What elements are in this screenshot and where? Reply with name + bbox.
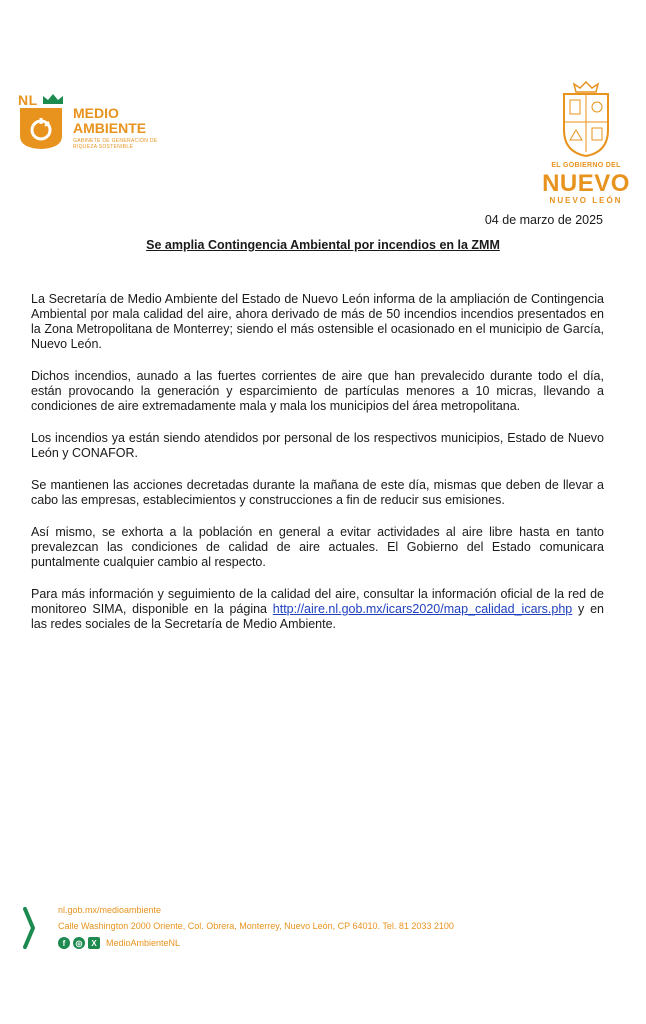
facebook-icon[interactable]: f <box>58 937 70 949</box>
footer <box>22 903 582 963</box>
instagram-icon[interactable]: ◎ <box>73 937 85 949</box>
paragraph: Dichos incendios, aunado a las fuertes corrientes de aire que han prevalecido durante todo el día, están provocando la generación y esparcimiento de partículas menores a 10 micras, llevando a condiciones de aire extremadamente mala y mala los municipios del área metropolitana. <box>31 369 604 413</box>
medio-ambiente-logo <box>18 92 168 162</box>
bracket-icon <box>22 907 36 949</box>
document-title: Se amplia Contingencia Ambiental por incendios en la ZMM <box>146 238 500 252</box>
gobierno-line2: NUEVO <box>542 170 630 197</box>
social-handle: MedioAmbienteNL <box>106 938 181 948</box>
paragraph: Se mantienen las acciones decretadas durante la mañana de este día, mismas que deben de llevar a cabo las empresas, establecimientos y construcciones a fin de reducir sus emisiones. <box>31 478 604 507</box>
paragraph: Los incendios ya están siendo atendidos por personal de los respectivos municipios, Estado de Nuevo León y CONAFOR. <box>31 431 604 460</box>
footer-social <box>58 936 180 950</box>
footer-url[interactable]: nl.gob.mx/medioambiente <box>58 905 162 915</box>
document-date: 04 de marzo de 2025 <box>484 213 603 227</box>
shield-icon <box>18 106 64 150</box>
gobierno-nuevo-leon-logo <box>534 80 638 206</box>
paragraph-text: Para más información y seguimiento de la calidad del aire, consultar la información oficial de la red de monitoreo SIMA, disponible en la página <box>31 587 604 616</box>
document-body <box>31 292 604 649</box>
x-icon[interactable]: X <box>88 937 100 949</box>
nl-tag: NL <box>18 92 38 108</box>
logo-subtitle: GABINETE DE GENERACIÓN DE RIQUEZA SOSTENIBLE <box>73 138 158 150</box>
sima-link[interactable]: http://aire.nl.gob.mx/icars2020/map_calidad_icars.php <box>272 602 573 616</box>
gobierno-line1: EL GOBIERNO DEL <box>551 162 621 169</box>
crown-icon <box>42 93 64 105</box>
footer-address: Calle Washington 2000 Oriente, Col. Obrera, Monterrey, Nuevo León, CP 64010. Tel. 81 2033 2100 <box>58 921 454 931</box>
paragraph-text: y en las redes sociales de la Secretaría de Medio Ambiente. <box>31 602 604 631</box>
paragraph-more-info <box>31 587 604 632</box>
paragraph: Así mismo, se exhorta a la población en general a evitar actividades al aire libre hasta en tanto prevalezcan las condiciones de calidad de aire actuales. El Gobierno del Estado comunicara puntalmente cualquier cambio al respecto. <box>31 525 604 569</box>
gobierno-line3: NUEVO LEÓN <box>549 196 623 205</box>
medio-ambiente-title: MEDIO AMBIENTE <box>73 105 147 136</box>
coat-of-arms-icon <box>556 80 616 158</box>
paragraph: La Secretaría de Medio Ambiente del Estado de Nuevo León informa de la ampliación de Contingencia Ambiental por mala calidad del aire, ahora derivado de más de 50 incendios incendios presentados en la Zona Metropolitana de Monterrey; siendo el más ostensible el ocasionado en el municipio de García, Nuevo León. <box>31 292 604 351</box>
